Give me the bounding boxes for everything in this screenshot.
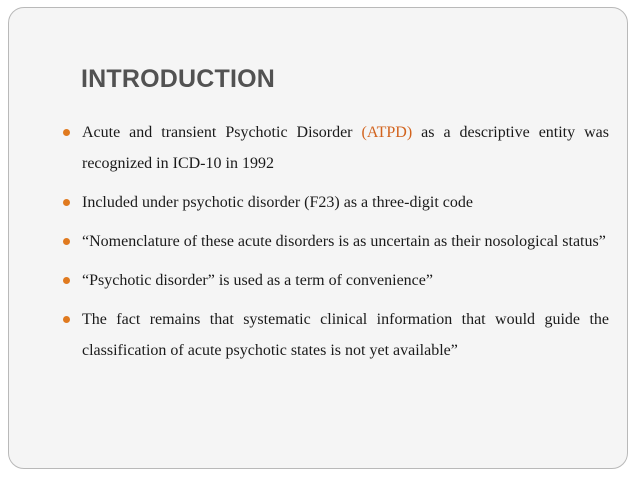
slide-title: INTRODUCTION bbox=[81, 65, 276, 93]
bullet-dot-icon bbox=[63, 129, 70, 136]
bullet-5-text: The fact remains that systematic clinical information that would guide the classification of acute psychotic states is not yet available” bbox=[82, 311, 609, 359]
bullet-dot-icon bbox=[63, 238, 70, 245]
bullet-2-text: Included under psychotic disorder (F23) as a three-digit code bbox=[82, 194, 473, 211]
bullet-dot-icon bbox=[63, 277, 70, 284]
bullet-item-3 bbox=[61, 226, 609, 257]
bullet-list bbox=[61, 117, 609, 374]
bullet-item-4 bbox=[61, 265, 609, 296]
bullet-dot-icon bbox=[63, 199, 70, 206]
bullet-item-1 bbox=[61, 117, 609, 179]
bullet-1-text-end: as a descriptive entity was recognized in ICD-10 in 1992 bbox=[82, 124, 609, 172]
bullet-item-2 bbox=[61, 187, 609, 218]
bullet-item-5 bbox=[61, 304, 609, 366]
bullet-4-text: “Psychotic disorder” is used as a term of convenience” bbox=[82, 272, 433, 289]
bullet-3-text: “Nomenclature of these acute disorders is as uncertain as their nosological status” bbox=[82, 233, 606, 250]
atpd-highlight: (ATPD) bbox=[361, 124, 413, 141]
bullet-dot-icon bbox=[63, 316, 70, 323]
bullet-1-text-start: Acute and transient Psychotic Disorder bbox=[82, 124, 362, 141]
slide-frame bbox=[8, 7, 628, 469]
